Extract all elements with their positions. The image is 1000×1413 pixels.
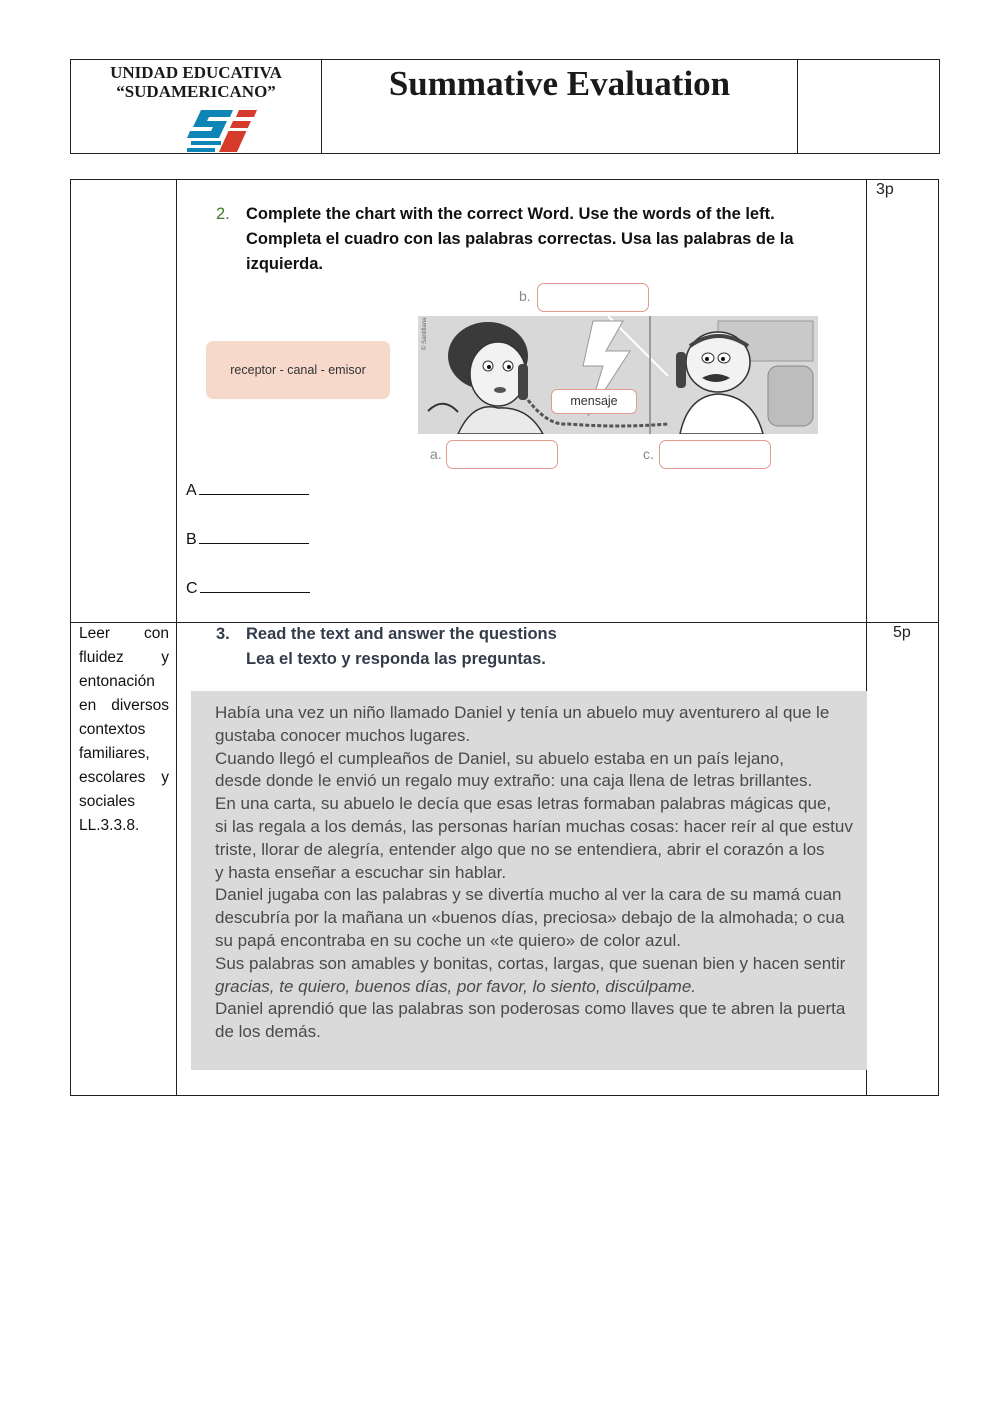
reading-line: En una carta, su abuelo le decía que esas letras formaban palabras mágicas que, — [215, 794, 832, 814]
skill-word: familiares, — [79, 745, 150, 762]
header-table — [70, 59, 940, 154]
label-b: b. — [519, 288, 531, 304]
reading-line: Había una vez un niño llamado Daniel y tenía un abuelo muy aventurero al que le — [215, 703, 830, 722]
skill-line — [79, 646, 169, 670]
reading-line: gustaba conocer muchos lugares. — [215, 725, 471, 745]
skill-word: en — [79, 697, 97, 714]
skill-line — [79, 718, 169, 742]
reading-line: descubría por la mañana un «buenos días, preciosa» debajo de la almohada; o cua — [215, 908, 845, 928]
q3-number: 3. — [216, 625, 230, 643]
grade-cell — [798, 60, 939, 153]
blank-a-letter: A — [186, 482, 197, 499]
blank-a-line[interactable] — [199, 480, 309, 495]
skill-word: sociales — [79, 793, 135, 810]
skill-word: fluidez — [79, 649, 124, 666]
school-name-line2: “SUDAMERICANO” — [116, 82, 276, 101]
reading-line: Daniel jugaba con las palabras y se divertía mucho al ver la cara de su mamá cuan — [215, 885, 842, 905]
skill-word: y — [161, 769, 169, 786]
reading-line: de los demás. — [215, 1022, 321, 1042]
blank-c-line[interactable] — [200, 578, 310, 593]
q2-instruction-es-2: izquierda. — [246, 255, 324, 273]
skill-word: escolares — [79, 769, 146, 786]
reading-line: su papá encontraba en su coche un «te quiero» de color azul. — [215, 930, 681, 950]
q3-points: 5p — [893, 624, 911, 641]
skill-description — [79, 622, 169, 838]
q2-number-text: 2. — [216, 205, 230, 223]
skill-line — [79, 622, 169, 646]
skill-word: Leer — [79, 625, 111, 642]
skill-line — [79, 742, 169, 766]
blank-c-letter: C — [186, 580, 198, 597]
reading-line: Daniel aprendió que las palabras son poderosas como llaves que te abren la puerta — [215, 999, 846, 1019]
school-cell — [71, 60, 322, 153]
skill-line — [79, 790, 169, 814]
reading-line: y hasta enseñar a escuchar sin hablar. — [215, 862, 507, 882]
q2-number — [216, 202, 230, 227]
q2-points: 3p — [876, 181, 894, 198]
reading-line: Sus palabras son amables y bonitas, cortas, largas, que suenan bien y hacen sentir — [215, 953, 846, 973]
column-divider — [176, 180, 177, 1095]
blank-a[interactable] — [186, 480, 309, 500]
skill-word: diversos — [111, 697, 169, 714]
skill-word: y — [161, 649, 169, 666]
answer-box-a[interactable] — [446, 440, 558, 469]
q2-instruction-en: Complete the chart with the correct Word. Use the words of the left. — [246, 205, 775, 223]
skill-word: con — [144, 625, 169, 642]
title-cell — [322, 60, 798, 153]
school-name-line1: UNIDAD EDUCATIVA — [110, 63, 282, 82]
answer-box-c[interactable] — [659, 440, 771, 469]
q3-instruction-en: Read the text and answer the questions — [246, 625, 557, 643]
skill-word: LL.3.3.8. — [79, 817, 140, 834]
reading-line: si las regala a los demás, las personas harían muchas cosas: hacer reír al que estuv — [215, 816, 853, 836]
q2-instruction — [246, 202, 856, 277]
blank-b[interactable] — [186, 529, 309, 549]
word-bank: receptor - canal - emisor — [206, 341, 390, 399]
q2-instruction-es-1: Completa el cuadro con las palabras correctas. Usa las palabras de la — [246, 230, 794, 248]
reading-line: desde donde le envió un regalo muy extraño: una caja llena de letras brillantes. — [215, 771, 813, 791]
message-label: mensaje — [551, 389, 637, 414]
q3-instruction-es: Lea el texto y responda las preguntas. — [246, 650, 546, 668]
blank-b-letter: B — [186, 531, 197, 548]
label-a: a. — [430, 446, 442, 462]
blank-c[interactable] — [186, 578, 310, 598]
page-title: Summative Evaluation — [388, 64, 731, 103]
skill-word: contextos — [79, 721, 146, 738]
skill-word: entonación — [79, 673, 155, 690]
reading-line: gracias, te quiero, buenos días, por favor, lo siento, discúlpame. — [215, 976, 696, 996]
phone-conversation-icon — [418, 316, 818, 434]
reading-passage — [191, 691, 867, 1070]
skill-line — [79, 766, 169, 790]
skill-line — [79, 670, 169, 694]
reading-line: triste, llorar de alegría, entender algo que no se entendiera, abrir el corazón a los — [215, 839, 825, 859]
copyright-text: © Santillana — [422, 317, 428, 350]
answer-box-b[interactable] — [537, 283, 649, 312]
skill-line — [79, 694, 169, 718]
blank-b-line[interactable] — [199, 529, 309, 544]
label-c: c. — [643, 446, 654, 462]
skill-line — [79, 814, 169, 838]
school-logo-icon — [187, 108, 263, 152]
evaluation-table — [70, 179, 939, 1096]
q3-instruction — [246, 622, 557, 672]
communication-illustration — [418, 316, 818, 434]
reading-line: Cuando llegó el cumpleaños de Daniel, su abuelo estaba en un país lejano, — [215, 748, 784, 768]
